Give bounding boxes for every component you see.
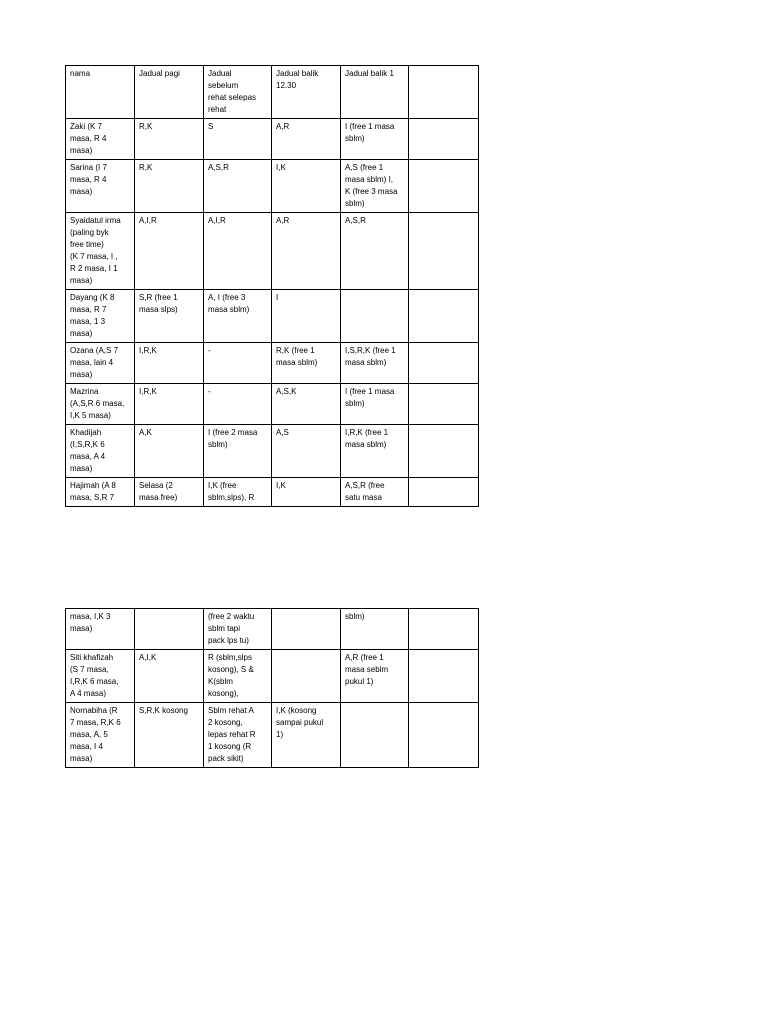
- table-cell: A,S: [272, 425, 341, 478]
- table-cell: I,K (kosong sampai pukul 1): [272, 703, 341, 768]
- table-cell: S,R,K kosong: [135, 703, 204, 768]
- table-cell: A,K: [135, 425, 204, 478]
- table-cell: A,I,R: [135, 213, 204, 290]
- header-cell-nama: nama: [66, 66, 135, 119]
- table-cell: Hajimah (A 8 masa, S,R 7: [66, 478, 135, 507]
- table-cell: masa, I,K 3 masa): [66, 609, 135, 650]
- table-cell: [135, 609, 204, 650]
- table-cell: I,R,K: [135, 384, 204, 425]
- table-cell: [409, 650, 479, 703]
- table-row: [66, 478, 479, 507]
- table-cell: -: [204, 384, 272, 425]
- table-cell: I,S,R,K (free 1 masa sblm): [341, 343, 409, 384]
- table-cell: A,I,K: [135, 650, 204, 703]
- table-cell: I,R,K (free 1 masa sblm): [341, 425, 409, 478]
- header-cell-jadual-pagi: Jadual pagi: [135, 66, 204, 119]
- table-row: [66, 290, 479, 343]
- table-row: [66, 343, 479, 384]
- table-cell: R,K: [135, 119, 204, 160]
- table-cell: Nornabiha (R 7 masa, R,K 6 masa, A, 5 masa, I 4 masa): [66, 703, 135, 768]
- table-cell: [341, 703, 409, 768]
- table-cell: Ozana (A,S 7 masa, lain 4 masa): [66, 343, 135, 384]
- schedule-table-page-1: [65, 65, 479, 507]
- table-cell: A,R (free 1 masa seblm pukul 1): [341, 650, 409, 703]
- table-cell: I,R,K: [135, 343, 204, 384]
- table-cell: Zaki (K 7 masa, R 4 masa): [66, 119, 135, 160]
- table-cell: Mazrina (A,S,R 6 masa, I,K 5 masa): [66, 384, 135, 425]
- table-cell: [409, 343, 479, 384]
- table-cell: Dayang (K 8 masa, R 7 masa, 1 3 masa): [66, 290, 135, 343]
- header-cell-empty: [409, 66, 479, 119]
- table-row: [66, 425, 479, 478]
- table-cell: I: [272, 290, 341, 343]
- table-row: [66, 609, 479, 650]
- table-cell: Khadijah (I,S,R,K 6 masa, A 4 masa): [66, 425, 135, 478]
- table-cell: A,R: [272, 213, 341, 290]
- table-row: [66, 650, 479, 703]
- table-cell: [409, 425, 479, 478]
- table-row: [66, 119, 479, 160]
- table-row: [66, 384, 479, 425]
- table-cell: Selasa (2 masa free): [135, 478, 204, 507]
- table-cell: [272, 650, 341, 703]
- table-cell: [409, 160, 479, 213]
- table-cell: A,R: [272, 119, 341, 160]
- table-row: [66, 160, 479, 213]
- table-cell: I (free 1 masa sblm): [341, 384, 409, 425]
- header-cell-jadual-balik-1: Jadual balik 1: [341, 66, 409, 119]
- table-cell: A,S,K: [272, 384, 341, 425]
- table-cell: [272, 609, 341, 650]
- table-cell: Sblm rehat A 2 kosong, lepas rehat R 1 kosong (R pack sikit): [204, 703, 272, 768]
- table-cell: R (sblm,slps kosong), S & K(sblm kosong),: [204, 650, 272, 703]
- table-cell: -: [204, 343, 272, 384]
- header-cell-jadual-balik-1230: Jadual balik 12.30: [272, 66, 341, 119]
- table-cell: I (free 1 masa sblm): [341, 119, 409, 160]
- table-cell: [409, 119, 479, 160]
- header-cell-jadual-sebelum-rehat: Jadual sebelum rehat selepas rehat: [204, 66, 272, 119]
- table-cell: Siti khafizah (S 7 masa, I,R,K 6 masa, A 4 masa): [66, 650, 135, 703]
- table-cell: [409, 384, 479, 425]
- table-row: [66, 213, 479, 290]
- table-cell: A,S,R (free satu masa: [341, 478, 409, 507]
- table-cell: A,S (free 1 masa sblm) I, K (free 3 masa sblm): [341, 160, 409, 213]
- table-cell: I (free 2 masa sblm): [204, 425, 272, 478]
- table-cell: A,S,R: [341, 213, 409, 290]
- table-cell: S: [204, 119, 272, 160]
- table-cell: S,R (free 1 masa slps): [135, 290, 204, 343]
- table-cell: I,K (free sblm,slps), R: [204, 478, 272, 507]
- table-cell: I,K: [272, 160, 341, 213]
- table-cell: [409, 703, 479, 768]
- table-cell: [409, 213, 479, 290]
- table-cell: [409, 290, 479, 343]
- table-cell: A,S,R: [204, 160, 272, 213]
- table-cell: A, I (free 3 masa sblm): [204, 290, 272, 343]
- table-row: [66, 703, 479, 768]
- table-cell: (free 2 waktu sblm tapi pack lps tu): [204, 609, 272, 650]
- table-cell: R,K (free 1 masa sblm): [272, 343, 341, 384]
- table-cell: A,I,R: [204, 213, 272, 290]
- table-cell: [409, 609, 479, 650]
- table-cell: R,K: [135, 160, 204, 213]
- table-cell: [341, 290, 409, 343]
- table-cell: I,K: [272, 478, 341, 507]
- table-cell: Syaidatul irma (paling byk free time) (K 7 masa, I , R 2 masa, I 1 masa): [66, 213, 135, 290]
- schedule-table-page-2: [65, 608, 479, 768]
- table-cell: Sarina (I 7 masa, R 4 masa): [66, 160, 135, 213]
- table-cell: sblm): [341, 609, 409, 650]
- table-header-row: [66, 66, 479, 119]
- table-cell: [409, 478, 479, 507]
